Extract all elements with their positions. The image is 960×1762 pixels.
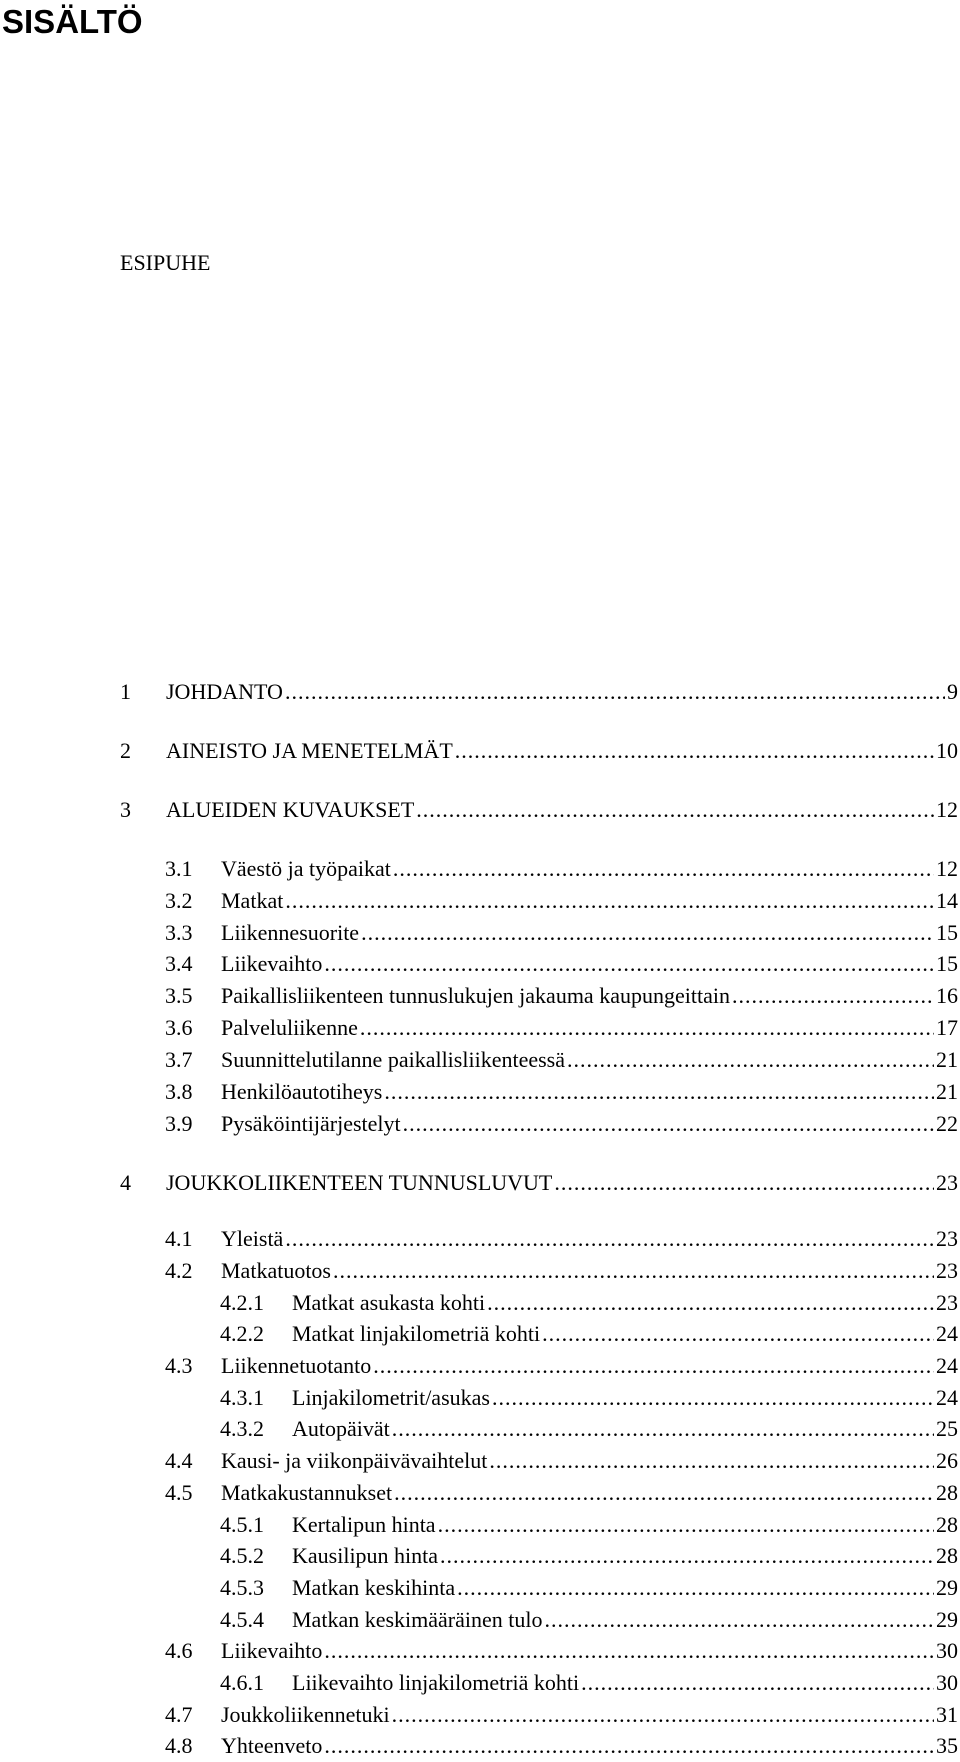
dot-leader xyxy=(285,885,934,917)
toc-entry-page-number: 15 xyxy=(936,951,958,976)
toc-entry-title: JOHDANTO xyxy=(166,679,283,704)
toc-entry-title: Autopäivät xyxy=(292,1416,390,1442)
toc-entry-4-5-1[interactable] xyxy=(220,1509,960,1541)
toc-entry-4-2-2[interactable] xyxy=(220,1318,960,1350)
toc-entry-title: JOUKKOLIIKENTEEN TUNNUSLUVUT xyxy=(166,1170,553,1195)
toc-entry-title: Matkakustannukset xyxy=(221,1479,393,1505)
toc-entry-3-3[interactable] xyxy=(165,917,960,949)
toc-entry-page-number: 14 xyxy=(936,888,958,913)
toc-entry-number: 4.5 xyxy=(165,1479,193,1505)
toc-entry-3-1[interactable] xyxy=(165,853,960,885)
toc-entry-4-6-1[interactable] xyxy=(220,1667,960,1699)
toc-entry-number: 4.4 xyxy=(165,1448,193,1474)
toc-entry-page-number: 15 xyxy=(936,920,958,945)
toc-entry-page-number: 28 xyxy=(936,1543,958,1569)
toc-entry-number: 4.5.3 xyxy=(220,1574,264,1600)
dot-leader xyxy=(542,1318,934,1350)
toc-entry-number: 4.2.2 xyxy=(220,1321,264,1346)
toc-entry-page-number: 23 xyxy=(936,1290,958,1315)
toc-entry-3[interactable] xyxy=(120,794,960,826)
toc-entry-number: 4 xyxy=(120,1170,131,1195)
toc-entry-4-5-4[interactable] xyxy=(220,1604,960,1636)
toc-entry-title: Kertalipun hinta xyxy=(292,1511,436,1537)
toc-entry-title: Kausilipun hinta xyxy=(292,1543,439,1569)
toc-entry-number: 3.3 xyxy=(165,920,193,945)
toc-entry-2[interactable] xyxy=(120,735,960,767)
toc-entry-page-number: 21 xyxy=(936,1047,958,1072)
toc-entry-4-5-2[interactable] xyxy=(220,1540,960,1572)
toc-entry-3-6[interactable] xyxy=(165,1012,960,1044)
toc-entry-page-number: 29 xyxy=(936,1606,958,1632)
toc-entry-page-number: 35 xyxy=(936,1733,958,1759)
toc-entry-page-number: 16 xyxy=(936,983,958,1008)
toc-entry-number: 4.5.1 xyxy=(220,1511,264,1537)
dot-leader xyxy=(487,1287,934,1319)
toc-entry-title: Liikevaihto xyxy=(221,951,323,976)
toc-entry-4-5-3[interactable] xyxy=(220,1572,960,1604)
dot-leader xyxy=(285,1223,934,1255)
toc-entry-number: 3.6 xyxy=(165,1015,193,1040)
toc-entry-title: Paikallisliikenteen tunnuslukujen jakauma kaupungeittain xyxy=(221,983,730,1008)
toc-entry-4-2[interactable] xyxy=(165,1255,960,1287)
toc-entry-title: Joukkoliikennetuki xyxy=(221,1701,390,1727)
toc-entry-number: 3.9 xyxy=(165,1111,193,1136)
dot-leader xyxy=(440,1540,934,1572)
toc-entry-number: 3.7 xyxy=(165,1047,193,1072)
dot-leader xyxy=(394,1477,934,1509)
toc-entry-number: 4.2 xyxy=(165,1258,193,1283)
toc-entry-title: Pysäköintijärjestelyt xyxy=(221,1111,401,1136)
toc-entry-number: 4.5.2 xyxy=(220,1543,264,1569)
toc-entry-page-number: 29 xyxy=(936,1574,958,1600)
toc-entry-page-number: 21 xyxy=(936,1079,958,1104)
dot-leader xyxy=(732,980,934,1012)
toc-entry-4-3-1[interactable] xyxy=(220,1382,960,1414)
toc-entry-3-8[interactable] xyxy=(165,1076,960,1108)
toc-entry-4-3-2[interactable] xyxy=(220,1413,960,1445)
toc-entry-title: Matkan keskihinta xyxy=(292,1574,456,1600)
toc-entry-number: 1 xyxy=(120,679,131,704)
toc-entry-page-number: 28 xyxy=(936,1479,958,1505)
toc-entry-page-number: 24 xyxy=(936,1321,958,1346)
toc-entry-title: Väestö ja työpaikat xyxy=(221,856,391,881)
toc-entry-page-number: 23 xyxy=(936,1170,958,1195)
toc-entry-4-1[interactable] xyxy=(165,1223,960,1255)
toc-entry-page-number: 25 xyxy=(936,1416,958,1442)
toc-entry-title: Matkat asukasta kohti xyxy=(292,1290,486,1315)
toc-entry-page-number: 30 xyxy=(936,1670,958,1695)
dot-leader xyxy=(438,1509,934,1541)
dot-leader xyxy=(416,794,934,826)
toc-entry-number: 3.5 xyxy=(165,983,193,1008)
dot-leader xyxy=(324,948,934,980)
toc-entry-number: 4.6.1 xyxy=(220,1670,264,1695)
toc-entry-4-2-1[interactable] xyxy=(220,1287,960,1319)
toc-entry-page-number: 23 xyxy=(936,1258,958,1283)
toc-entry-4-3[interactable] xyxy=(165,1350,960,1382)
toc-entry-title: Matkat xyxy=(221,888,284,913)
toc-entry-title: Matkat linjakilometriä kohti xyxy=(292,1321,541,1346)
dot-leader xyxy=(285,676,945,708)
toc-entry-4-7[interactable] xyxy=(165,1699,960,1731)
toc-entry-title: Henkilöautotiheys xyxy=(221,1079,383,1104)
toc-entry-title: AINEISTO JA MENETELMÄT xyxy=(166,738,453,763)
toc-entry-title: Liikevaihto xyxy=(221,1638,323,1664)
dot-leader xyxy=(384,1076,934,1108)
toc-entry-4[interactable] xyxy=(120,1167,960,1199)
toc-entry-number: 4.1 xyxy=(165,1226,193,1251)
toc-entry-page-number: 9 xyxy=(947,679,958,704)
toc-entry-page-number: 12 xyxy=(936,797,958,822)
dot-leader xyxy=(403,1108,934,1140)
toc-entry-page-number: 31 xyxy=(936,1701,958,1727)
toc-entry-number: 2 xyxy=(120,738,131,763)
dot-leader xyxy=(455,735,934,767)
toc-entry-1[interactable] xyxy=(120,676,960,708)
toc-entry-number: 4.2.1 xyxy=(220,1290,264,1315)
toc-entry-title: Liikennetuotanto xyxy=(221,1353,372,1378)
toc-entry-title: ALUEIDEN KUVAUKSET xyxy=(166,797,415,822)
toc-entry-title: Matkatuotos xyxy=(221,1258,331,1283)
toc-entry-page-number: 24 xyxy=(936,1384,958,1410)
toc-entry-preface[interactable]: ESIPUHE xyxy=(120,250,211,275)
dot-leader xyxy=(373,1350,934,1382)
toc-entry-number: 3 xyxy=(120,797,131,822)
toc-entry-number: 4.3.2 xyxy=(220,1416,264,1442)
toc-entry-number: 3.4 xyxy=(165,951,193,976)
toc-entry-title: Liikennesuorite xyxy=(221,920,360,945)
toc-entry-4-8[interactable] xyxy=(165,1730,960,1762)
dot-leader xyxy=(324,1730,934,1762)
toc-entry-page-number: 28 xyxy=(936,1511,958,1537)
toc-entry-number: 4.8 xyxy=(165,1733,193,1759)
dot-leader xyxy=(333,1255,934,1287)
toc-entry-page-number: 17 xyxy=(936,1015,958,1040)
toc-entry-number: 4.3.1 xyxy=(220,1384,264,1410)
dot-leader xyxy=(581,1667,934,1699)
dot-leader xyxy=(361,917,934,949)
dot-leader xyxy=(492,1382,934,1414)
dot-leader xyxy=(392,1413,934,1445)
toc-entry-number: 3.2 xyxy=(165,888,193,913)
dot-leader xyxy=(392,1699,934,1731)
toc-entry-title: Palveluliikenne xyxy=(221,1015,358,1040)
toc-entry-page-number: 26 xyxy=(936,1448,958,1474)
dot-leader xyxy=(393,853,934,885)
toc-entry-page-number: 30 xyxy=(936,1638,958,1664)
dot-leader xyxy=(554,1167,934,1199)
toc-entry-page-number: 23 xyxy=(936,1226,958,1251)
toc-entry-page-number: 10 xyxy=(936,738,958,763)
dot-leader xyxy=(360,1012,934,1044)
dot-leader xyxy=(457,1572,934,1604)
toc-entry-title: Kausi- ja viikonpäivävaihtelut xyxy=(221,1448,488,1474)
toc-entry-title: Liikevaihto linjakilometriä kohti xyxy=(292,1670,580,1695)
dot-leader xyxy=(489,1445,934,1477)
toc-entry-page-number: 24 xyxy=(936,1353,958,1378)
toc-entry-number: 4.6 xyxy=(165,1638,193,1664)
toc-entry-number: 4.7 xyxy=(165,1701,193,1727)
page-title: SISÄLTÖ xyxy=(2,3,143,40)
dot-leader xyxy=(324,1635,934,1667)
toc-entry-4-6[interactable] xyxy=(165,1635,960,1667)
toc-entry-number: 4.5.4 xyxy=(220,1606,264,1632)
toc-entry-page-number: 22 xyxy=(936,1111,958,1136)
toc-entry-3-7[interactable] xyxy=(165,1044,960,1076)
toc-entry-4-5[interactable] xyxy=(165,1477,960,1509)
toc-entry-4-4[interactable] xyxy=(165,1445,960,1477)
toc-entry-title: Linjakilometrit/asukas xyxy=(292,1384,490,1410)
toc-entry-3-4[interactable] xyxy=(165,948,960,980)
toc-entry-page-number: 12 xyxy=(936,856,958,881)
toc-entry-title: Matkan keskimääräinen tulo xyxy=(292,1606,543,1632)
toc-entry-title: Yleistä xyxy=(221,1226,284,1251)
toc-entry-3-9[interactable] xyxy=(165,1108,960,1140)
dot-leader xyxy=(544,1604,934,1636)
toc-entry-3-2[interactable] xyxy=(165,885,960,917)
toc-entry-title: Yhteenveto xyxy=(221,1733,323,1759)
toc-entry-number: 4.3 xyxy=(165,1353,193,1378)
toc-entry-number: 3.8 xyxy=(165,1079,193,1104)
toc-entry-title: Suunnittelutilanne paikallisliikenteessä xyxy=(221,1047,565,1072)
toc-entry-number: 3.1 xyxy=(165,856,193,881)
toc-entry-3-5[interactable] xyxy=(165,980,960,1012)
dot-leader xyxy=(567,1044,934,1076)
